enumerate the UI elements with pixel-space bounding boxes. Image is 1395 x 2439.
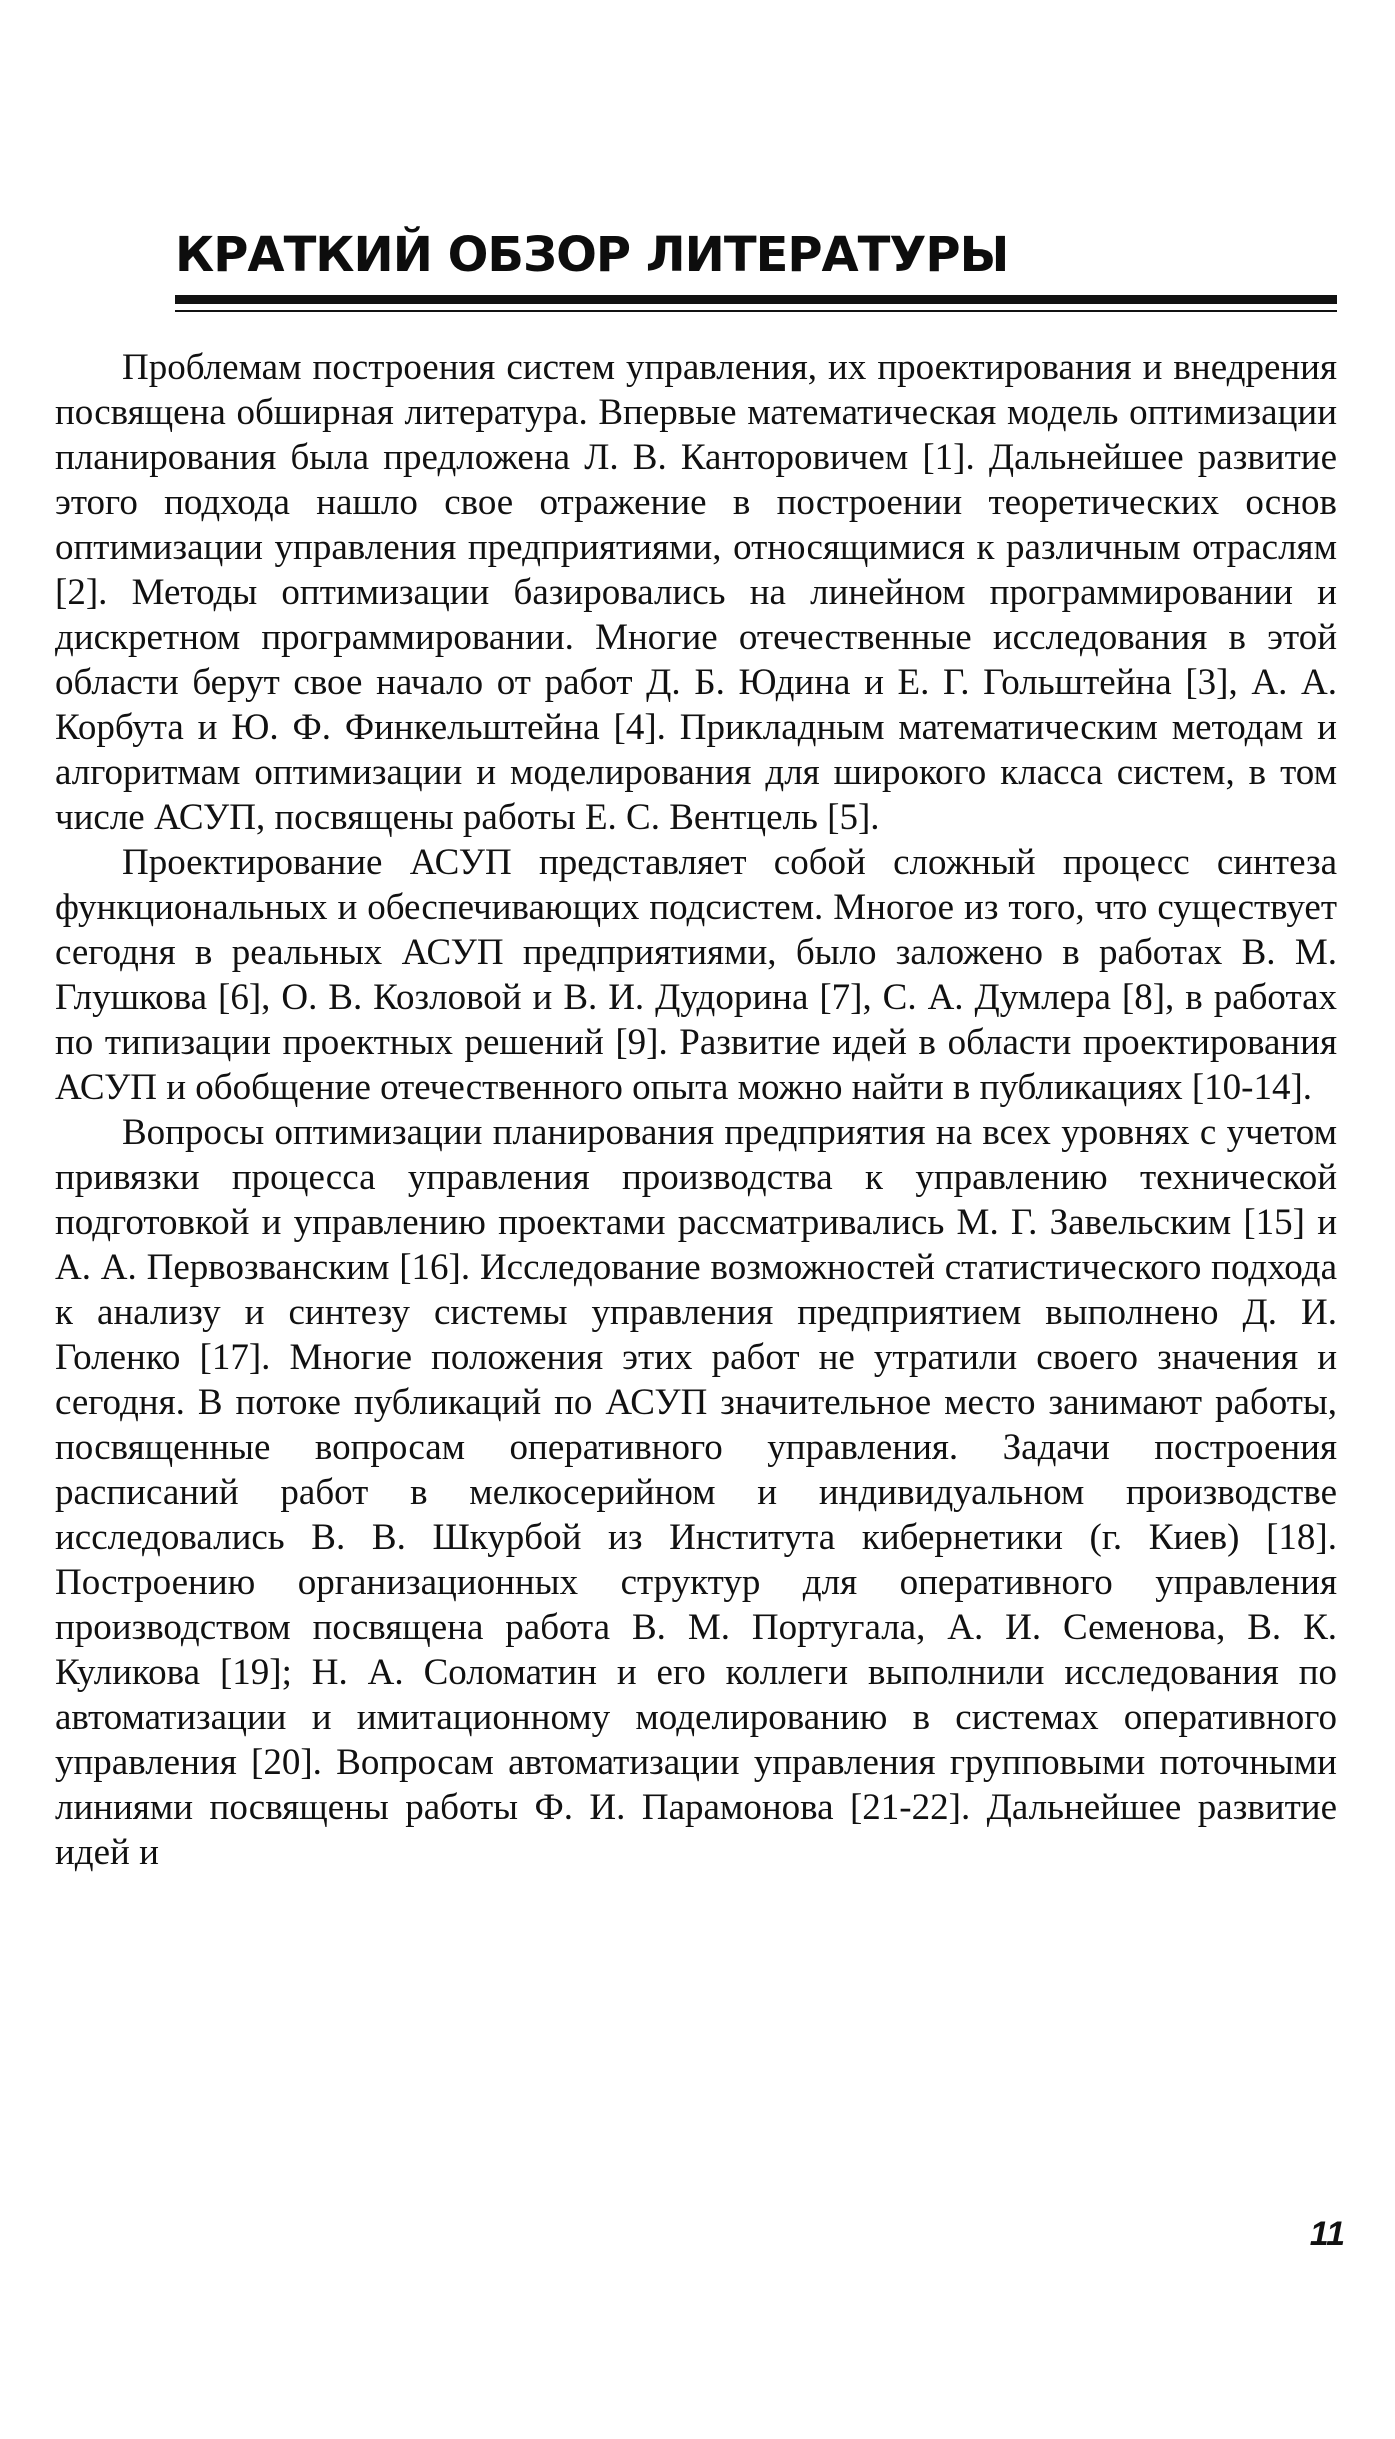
page-number: 11: [1309, 2215, 1345, 2253]
heading-rule-thin: [175, 310, 1337, 312]
paragraph-3: Вопросы оптимизации планирования предприятия на всех уровнях с учетом привязки процесса управления производства к управлению технической подготовкой и управлению проектами рассматривались М. Г. Завельским [15] и А. А. Первозванским [16]. Исследование возможностей статистического подхода к анализу и синтезу системы управления предприятием выполнено Д. И. Голенко [17]. Многие положения этих работ не утратили своего значения и сегодня. В потоке публикаций по АСУП значительное место занимают работы, посвященные вопросам оперативного управления. Задачи построения расписаний работ в мелкосерийном и индивидуальном производстве исследовались В. В. Шкурбой из Института кибернетики (г. Киев) [18]. Построению организационных структур для оперативного управления производством посвящена работа В. М. Португала, А. И. Семенова, В. К. Куликова [19]; Н. А. Соломатин и его коллеги выполнили исследования по автоматизации и имитационному моделированию в системах оперативного управления [20]. Вопросам автоматизации управления групповыми поточными линиями посвящены работы Ф. И. Парамонова [21-22]. Дальнейшее развитие идей и: [55, 1112, 1337, 1873]
section-heading: КРАТКИЙ ОБЗОР ЛИТЕРАТУРЫ: [175, 227, 1009, 283]
heading-rule-thick: [175, 295, 1337, 304]
body-text: [55, 345, 1337, 1875]
paragraph-2: Проектирование АСУП представляет собой сложный процесс синтеза функциональных и обеспечивающих подсистем. Многое из того, что существует сегодня в реальных АСУП предприятиями, было заложено в работах В. М. Глушкова [6], О. В. Козловой и В. И. Дудорина [7], С. А. Думлера [8], в работах по типизации проектных решений [9]. Развитие идей в области проектирования АСУП и обобщение отечественного опыта можно найти в публикациях [10-14].: [55, 842, 1337, 1108]
paragraph-1: Проблемам построения систем управления, их проектирования и внедрения посвящена обширная литература. Впервые математическая модель оптимизации планирования была предложена Л. В. Канторовичем [1]. Дальнейшее развитие этого подхода нашло свое отражение в построении теоретических основ оптимизации управления предприятиями, относящимися к различным отраслям [2]. Методы оптимизации базировались на линейном программировании и дискретном программировании. Многие отечественные исследования в этой области берут свое начало от работ Д. Б. Юдина и Е. Г. Гольштейна [3], А. А. Корбута и Ю. Ф. Финкельштейна [4]. Прикладным математическим методам и алгоритмам оптимизации и моделирования для широкого класса систем, в том числе АСУП, посвящены работы Е. С. Вентцель [5].: [55, 347, 1337, 838]
